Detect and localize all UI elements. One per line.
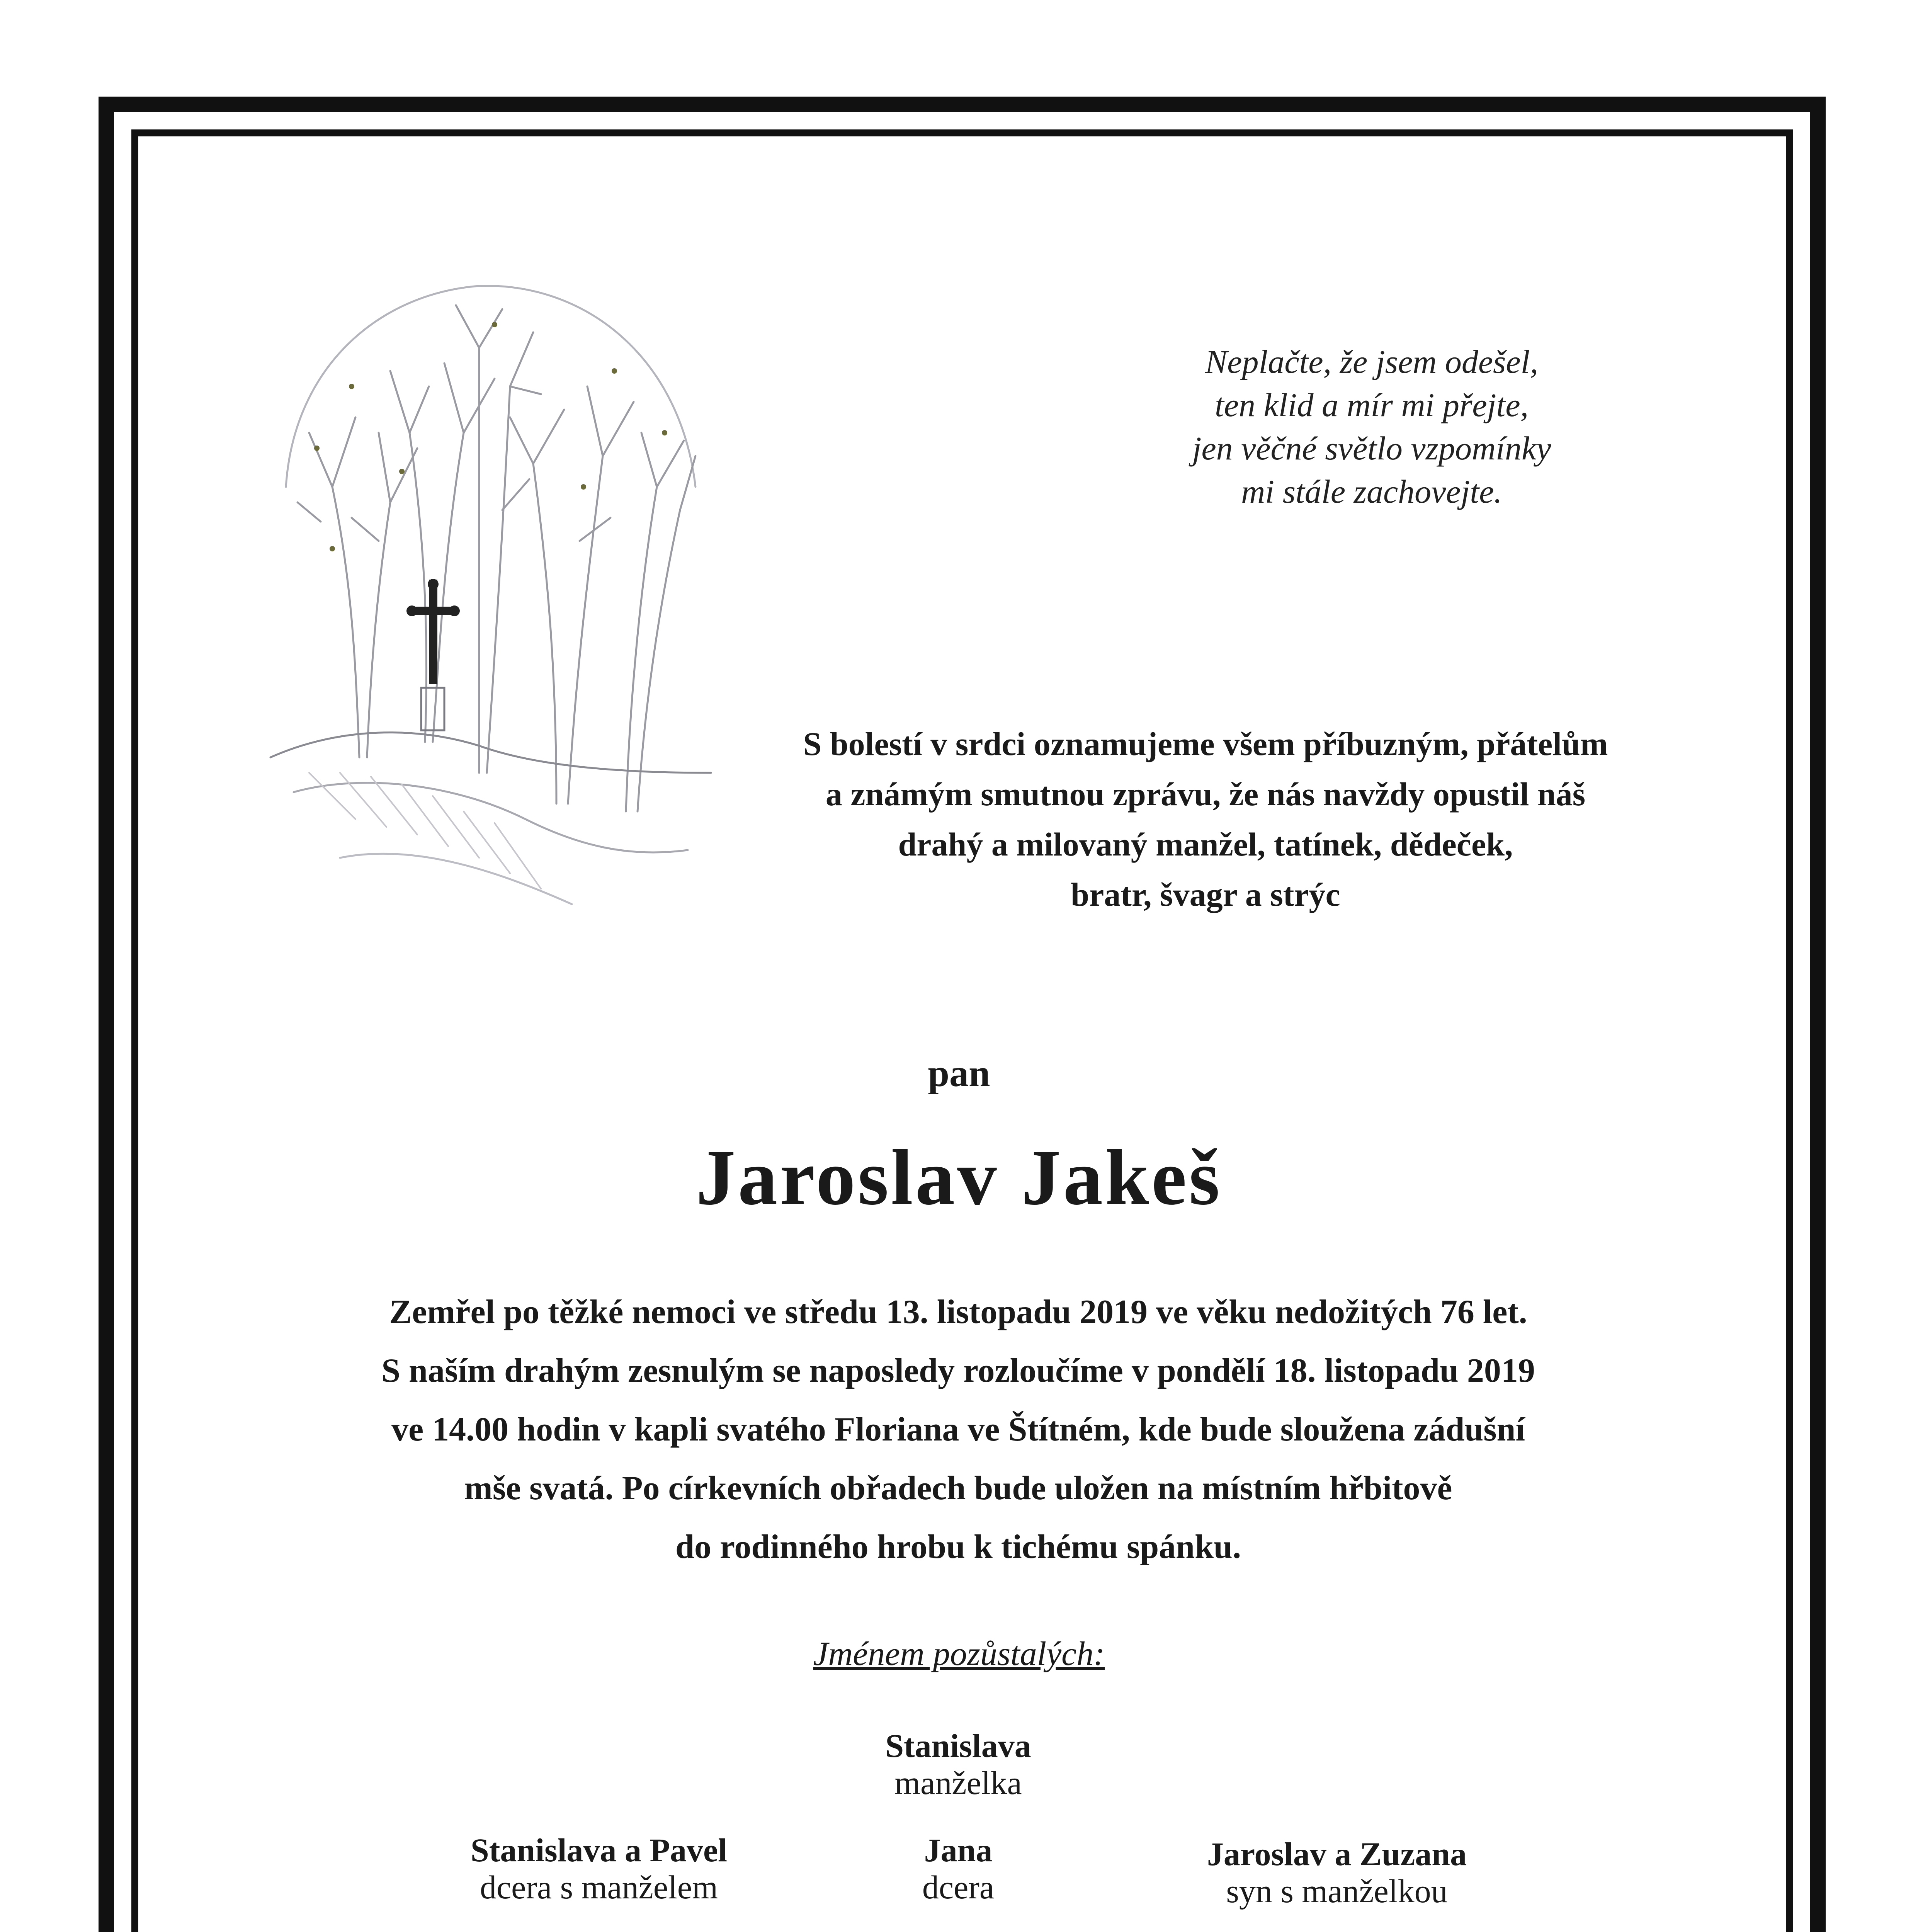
details-line: mše svatá. Po církevních obřadech bude uložen na místním hřbitově: [464, 1469, 1452, 1507]
mourner-son: [1105, 1835, 1569, 1910]
announcement-line: a známým smutnou zprávu, že nás navždy opustil náš: [825, 776, 1586, 813]
poem-line: jen věčné světlo vzpomínky: [1192, 430, 1551, 467]
poem: [1121, 340, 1623, 513]
deceased-name: Jaroslav Jakeš: [696, 1134, 1222, 1221]
mourner-relation: syn s manželkou: [1226, 1872, 1448, 1910]
on-behalf-heading: Jménem pozůstalých:: [813, 1635, 1105, 1673]
mourner-wife: [765, 1727, 1151, 1801]
mourner-name: Jaroslav a Zuzana: [1207, 1835, 1467, 1872]
funeral-details: [232, 1283, 1685, 1577]
trees-cross-illustration: [263, 270, 719, 935]
mourner-relation: dcera s manželem: [480, 1869, 718, 1906]
details-line: do rodinného hrobu k tichému spánku.: [675, 1528, 1241, 1566]
poem-line: ten klid a mír mi přejte,: [1214, 386, 1529, 423]
salutation: pan: [928, 1052, 990, 1095]
announcement-line: drahý a milovaný manžel, tatínek, dědeček,: [898, 826, 1513, 863]
poem-line: Neplačte, že jsem odešel,: [1205, 343, 1539, 380]
mourner-daughter1: [386, 1832, 811, 1906]
mourner-relation: manželka: [894, 1764, 1022, 1801]
mourner-daughter2: [784, 1832, 1132, 1906]
announcement: [734, 719, 1677, 920]
mourner-relation: dcera: [922, 1869, 995, 1906]
poem-line: mi stále zachovejte.: [1241, 473, 1502, 510]
announcement-line: bratr, švagr a strýc: [1071, 876, 1340, 913]
mourner-name: Stanislava a Pavel: [470, 1832, 728, 1869]
details-line: ve 14.00 hodin v kapli svatého Floriana ve Štítném, kde bude sloužena zádušní: [391, 1411, 1525, 1448]
mourner-name: Jana: [924, 1832, 993, 1869]
announcement-line: S bolestí v srdci oznamujeme všem příbuzným, přátelům: [803, 725, 1608, 762]
details-line: S naším drahým zesnulým se naposledy rozloučíme v pondělí 18. listopadu 2019: [381, 1352, 1535, 1389]
mourner-name: Stanislava: [885, 1727, 1031, 1764]
details-line: Zemřel po těžké nemoci ve středu 13. listopadu 2019 ve věku nedožitých 76 let.: [389, 1293, 1527, 1331]
